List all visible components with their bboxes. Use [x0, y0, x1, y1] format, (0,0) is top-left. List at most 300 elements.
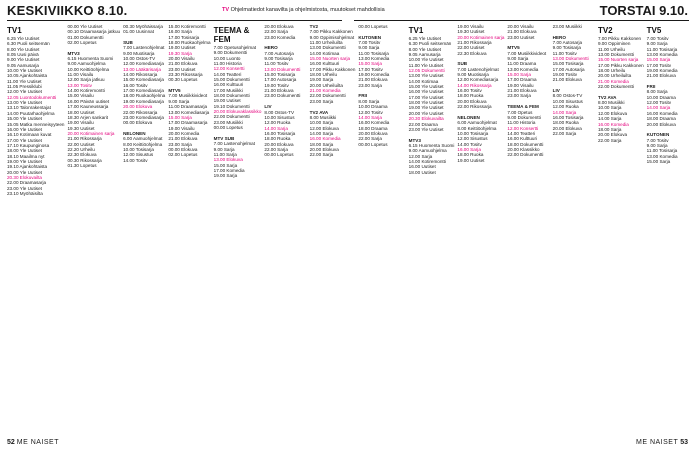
- schedule-column: [214, 24, 262, 432]
- program-entry: 14.00 Rikossarja: [457, 82, 492, 88]
- channel-subheading: SUB: [457, 61, 468, 67]
- program-entry: 7.00 Tositv: [646, 36, 669, 41]
- program-entry: 15.00 Tosisarja: [552, 61, 584, 67]
- program-entry: 6.15 Huomenta Suomi: [67, 56, 114, 62]
- channel-subheading: TEEMA & FEM: [507, 104, 539, 110]
- program-entry: 20.00 Urheiluilta: [309, 82, 343, 88]
- program-entry: 16.00 Tositv: [457, 88, 482, 94]
- program-entry: 17.10 Kaupunginosa: [7, 142, 50, 148]
- program-entry: 20.00 Elokuva: [457, 98, 487, 104]
- program-entry: 23.00 Musiikki: [213, 119, 243, 125]
- program-entry: 22.20 Urheilu: [67, 146, 95, 152]
- program-entry: 12.00 Konsertti: [213, 66, 245, 72]
- program-entry: 19.00 Tositv: [552, 72, 578, 78]
- schedule-column: [7, 24, 64, 432]
- program-entry: 11.00 Tosisarja: [646, 148, 678, 154]
- program-entry: 8.00 Musiikki: [597, 100, 625, 106]
- program-entry: 01.30 Lopetus: [67, 162, 97, 168]
- schedule-column: [67, 24, 120, 432]
- program-entry: 17.00 Komediasarja: [123, 88, 164, 94]
- program-entry: 10.00 Sarja: [597, 105, 622, 111]
- program-entry: 7.00 Musiikkivideot: [507, 50, 547, 56]
- program-entry: 7.00 Autosarja: [552, 40, 583, 46]
- program-entry: 22.00 Sarja: [597, 137, 622, 143]
- program-entry: 20.00 Visailu: [168, 56, 195, 62]
- program-entry: 19.00 Visailu: [67, 120, 94, 126]
- program-entry: 14.00 Sarja: [264, 125, 288, 131]
- program-entry: 14.00 Sarja: [552, 109, 577, 115]
- program-entry: 17.00 Tosisarja: [168, 34, 200, 40]
- program-entry: 00.00 Elokuva: [168, 146, 198, 152]
- program-entry: 8.00 Ostos-TV: [552, 93, 583, 99]
- program-entry: 22.00 Uutiset: [457, 45, 485, 51]
- program-entry: 15.00 Kotiremontti: [168, 24, 206, 29]
- program-entry: 20.00 Komedia: [168, 130, 200, 136]
- program-entry: 12.05 Luontodokumentti: [7, 94, 57, 100]
- program-entry: 7.00 Musiikkivideot: [168, 93, 208, 99]
- schedule-column: [409, 24, 455, 432]
- program-entry: 7.00 Tositv: [646, 137, 669, 143]
- program-entry: 13.00 Komedia: [646, 153, 678, 159]
- program-entry: 9.00 Oppiminen: [597, 41, 631, 47]
- program-entry: 16.00 Tosisarja: [264, 130, 296, 136]
- program-entry: 18.00 Sarja: [597, 126, 622, 132]
- program-entry: 22.30 Elokuva: [67, 152, 97, 158]
- program-entry: 20.00 Elokuva: [597, 132, 628, 138]
- program-entry: 20.00 Kotimainen sarja: [67, 130, 115, 136]
- program-entry: 11.00 Historia: [213, 61, 242, 67]
- program-entry: 21.00 Elokuva: [552, 77, 582, 83]
- schedule-column: [457, 24, 504, 432]
- program-entry: 18.00 Uutiset: [408, 169, 436, 175]
- program-entry: 11.00 Tositv: [552, 50, 577, 56]
- program-entry: 17.00 Autosarja: [264, 77, 297, 83]
- program-entry: 23.00 Komedia: [264, 34, 296, 40]
- program-entry: 19.10 Ajankohtaista: [7, 164, 48, 170]
- program-entry: 02.00 Lopetus: [168, 152, 198, 158]
- program-entry: 8.00 Sarja: [358, 98, 380, 104]
- program-entry: 7.00 Lastenohjelmat: [457, 66, 499, 72]
- program-entry: 14.00 Sarja: [646, 105, 671, 111]
- program-entry: 18.00 Draama: [646, 116, 676, 122]
- schedule-column: [264, 24, 306, 432]
- program-entry: 18.30 Arjen sankarit: [67, 114, 109, 120]
- program-entry: 11.00 Yle Uutiset: [7, 78, 42, 84]
- program-entry: 9.00 Sarja: [646, 142, 668, 148]
- program-entry: 18.00 Draama: [358, 125, 388, 131]
- program-entry: 15.00 Komediasarja: [123, 77, 164, 83]
- program-entry: 10.00 Sisustus: [264, 114, 295, 120]
- schedule-column: [647, 24, 689, 432]
- program-entry: 19.00 Tositv: [264, 82, 289, 88]
- program-entry: 16.00 Sarja: [168, 29, 192, 35]
- program-entry: 23.00 Yle Uutiset: [7, 185, 42, 191]
- program-entry: 16.10 Kotimaan kuvat: [7, 132, 52, 138]
- program-entry: 13.10 Talonrakentajat: [7, 105, 51, 111]
- program-entry: 00.00 Lopetus: [358, 141, 388, 147]
- program-entry: 22.00 Uutiset: [67, 141, 95, 147]
- program-entry: 15.00 Visailu: [67, 93, 94, 99]
- program-entry: 17.00 Draamasarja: [168, 120, 208, 126]
- program-entry: 13.00 Yle Uutiset: [7, 100, 42, 106]
- program-entry: 17.00 Tositv: [646, 62, 672, 68]
- program-entry: 9.00 Sarja: [507, 56, 529, 62]
- program-entry: 22.00 Sarja: [264, 146, 288, 152]
- program-entry: 17.00 Yle Uutiset: [7, 137, 42, 143]
- program-entry: 16.00 Sarja: [457, 146, 481, 152]
- program-entry: 19.00 Uutiset: [457, 157, 485, 163]
- program-entry: 19.30 Uutiset: [457, 29, 485, 35]
- program-entry: 15.00 Sarja: [168, 114, 192, 120]
- program-entry: 14.00 Tositv: [123, 157, 148, 163]
- schedule-column: [123, 24, 165, 432]
- program-entry: 19.00 Yle Uutiset: [408, 105, 444, 111]
- program-entry: 9.05 Aamusarja: [7, 62, 39, 68]
- program-entry: 9.05 Aamusarja: [408, 52, 441, 58]
- program-entry: 11.00 Tosisarja: [646, 46, 678, 52]
- program-entry: 00.30 Rikossarja: [67, 157, 102, 163]
- program-entry: 22.00 Sarja: [264, 29, 288, 35]
- program-entry: 21.00 Elokuva: [168, 61, 198, 67]
- program-entry: 17.00 Draama: [507, 77, 537, 83]
- program-entry: 14.00 Puutarhaohjelma: [7, 110, 55, 116]
- program-entry: 15.00 Dokumentti: [213, 77, 250, 83]
- program-entry: 17.00 Kauneussarja: [67, 104, 109, 110]
- program-entry: 7.00 Pikku Kakkonen: [309, 29, 353, 35]
- program-entry: 12.00 Tositv: [646, 100, 672, 106]
- program-entry: 20.00 Yle Uutiset: [7, 169, 42, 175]
- program-entry: 20.00 Yle Uutiset: [408, 110, 444, 116]
- program-entry: 18.00 Ruoka: [264, 136, 291, 142]
- right-header-rule: [354, 20, 689, 21]
- program-entry: 15.00 Nuorten sarja: [597, 57, 639, 63]
- program-entry: 15.00 Sarja: [213, 162, 238, 168]
- program-entry: 9.00 Aamuohjelma: [67, 61, 106, 67]
- program-entry: 14.00 Kotimaa: [408, 78, 439, 84]
- program-entry: 16.00 Yle Uutiset: [408, 89, 444, 95]
- schedule-column: [358, 24, 400, 432]
- program-entry: 22.00 Dokumentti: [597, 84, 634, 90]
- program-entry: 21.00 Komedia: [309, 88, 341, 94]
- program-entry: 14.00 Kotiremontti: [408, 158, 446, 164]
- program-entry: 12.00 Sarja: [408, 153, 433, 159]
- program-entry: 22.00 Rikossarja: [457, 104, 492, 110]
- program-entry: 19.00 Uutiset: [213, 98, 241, 104]
- channel-heading: TEEMA & FEM: [213, 26, 250, 44]
- program-entry: 11.00 Tosisarja: [358, 50, 389, 56]
- program-entry: 00.00 Elokuva: [123, 120, 153, 126]
- program-entry: 19.00 Komedia: [646, 68, 678, 74]
- program-entry: 16.00 Kulttuuri: [507, 136, 538, 142]
- program-entry: 8.00 Keittiöohjelma: [457, 125, 497, 131]
- program-entry: 6.30 Puoli seitsemän: [7, 41, 50, 47]
- program-entry: 20.30 Elokuvailta: [7, 174, 42, 180]
- program-entry: 20.00 Elokuva: [264, 141, 294, 147]
- program-entry: 21.00 Rikossarja: [67, 136, 102, 142]
- program-entry: 8.00 Sarja: [646, 89, 668, 95]
- program-entry: 8.05 Uusi päivä: [7, 52, 39, 58]
- program-entry: 14.00 Sarja: [309, 130, 334, 136]
- program-entry: 15.05 Matka menneisyyteen: [7, 121, 65, 127]
- program-entry: 13.00 Dokumentti: [309, 45, 346, 51]
- channel-subheading: KUTONEN: [358, 34, 382, 40]
- program-entry: 21.00 Elokuva: [264, 88, 294, 94]
- program-entry: 18.00 Yle Uutiset: [7, 148, 42, 154]
- program-entry: 10.00 Ostos-TV: [123, 56, 156, 62]
- program-entry: 13.00 Komediasarja: [168, 109, 210, 115]
- program-entry: 19.00 Komedia: [358, 72, 390, 78]
- program-entry: 18.00 Ruokaohjelma: [168, 40, 211, 46]
- schedule-column: [168, 24, 210, 432]
- program-entry: 7.00 Lastenohjelmat: [123, 45, 165, 51]
- program-entry: 14.00 Tositv: [457, 141, 482, 147]
- program-entry: 9.00 Aamuohjelma: [408, 148, 447, 154]
- program-entry: 20.00 Elokuva: [646, 121, 676, 127]
- program-entry: 11.00 Yle Uutiset: [408, 62, 444, 68]
- program-entry: 16.00 Yle Uutiset: [7, 126, 42, 132]
- program-entry: 15.00 Sarja: [358, 61, 382, 67]
- channel-subheading: HERO: [552, 34, 566, 40]
- program-entry: 18.00 Ruoka: [552, 120, 579, 126]
- header-notice: [222, 7, 385, 13]
- program-entry: 12.00 Sarja jatkuu: [67, 77, 105, 83]
- channel-subheading: TV2 AVA: [597, 94, 617, 100]
- program-entry: 14.00 Teatteri: [213, 71, 242, 77]
- channel-heading: TV1: [7, 26, 22, 35]
- program-entry: 17.00 Pikku Kakkonen: [597, 62, 644, 68]
- left-page-number: 52: [7, 439, 15, 446]
- program-entry: 9.00 Tosisarja: [552, 45, 581, 51]
- program-entry: 20.00 Elokuva: [123, 104, 153, 110]
- page-footer: [0, 434, 696, 450]
- program-entry: 20.30 Elokuvailta: [408, 116, 444, 122]
- program-entry: 10.00 Luonto: [213, 55, 241, 61]
- program-entry: 16.00 Uutiset: [408, 164, 436, 170]
- program-entry: 20.00 Elokuvaklassikko: [213, 109, 262, 115]
- program-entry: 14.00 Sarja: [597, 116, 622, 122]
- channel-subheading: MTV5: [507, 45, 520, 51]
- program-entry: 14.00 Rikossarja: [123, 72, 158, 78]
- program-entry: 16.00 Komedia: [646, 110, 678, 116]
- program-entry: 19.00 Visailu: [507, 82, 534, 88]
- program-entry: 00.30 Myöhäissarja: [123, 24, 163, 29]
- program-entry: 15.00 Yle Uutiset: [7, 116, 42, 122]
- program-entry: 6.30 Puoli seitsemän: [408, 41, 452, 47]
- channel-subheading: MTV3: [67, 50, 80, 56]
- schedule-column: [310, 24, 356, 432]
- program-entry: 9.00 Oppimisohjelmat: [309, 34, 355, 40]
- program-entry: 23.00 Dokumentti: [264, 93, 301, 99]
- program-entry: 17.00 Komedia: [213, 167, 245, 173]
- program-entry: 7.00 Pikku Kakkonen: [597, 36, 642, 41]
- program-entry: 11.05 Pressiklubi: [7, 84, 42, 90]
- program-entry: 23.00 Yle Uutiset: [408, 126, 444, 132]
- schedule-column: [553, 24, 595, 432]
- channel-subheading: FRII: [646, 84, 656, 90]
- program-entry: 17.00 Autosarja: [552, 66, 585, 72]
- program-entry: 20.00 Visailu: [507, 24, 534, 29]
- program-entry: 7.00 Opetusohjelmat: [213, 45, 257, 50]
- program-entry: 18.00 Dokumentti: [213, 93, 250, 99]
- program-entry: 16.00 Kulttuuri: [309, 61, 340, 67]
- right-folio: [636, 439, 688, 446]
- program-entry: 12.00 Konsertti: [507, 125, 539, 131]
- program-entry: 10.05 Ajankohtaista: [7, 73, 48, 79]
- program-entry: 10.00 Yle Uutiset: [408, 57, 444, 63]
- left-header-rule: [7, 20, 342, 21]
- program-entry: 20.00 Elokuva: [264, 24, 294, 29]
- program-entry: 21.00 Elokuva: [507, 29, 537, 35]
- program-entry: 15.00 Yle Uutiset: [408, 84, 444, 90]
- program-entry: 11.00 Tositv: [264, 61, 289, 67]
- program-entry: 11.00 Urheiluilta: [309, 40, 343, 46]
- program-entry: 9.00 Tosisarja: [264, 56, 293, 62]
- program-entry: 11.00 Urheilu: [597, 46, 625, 52]
- program-entry: 13.00 Komedia: [358, 56, 390, 62]
- program-entry: 22.00 Dokumentti: [507, 152, 544, 158]
- program-entry: 14.00 Sarja: [358, 114, 382, 120]
- program-entry: 13.00 Dokumentti: [552, 56, 589, 62]
- program-entry: 9.00 Sarja: [358, 45, 380, 51]
- program-entry: 10.00 Draama: [358, 104, 388, 110]
- channel-subheading: HERO: [264, 45, 278, 51]
- program-entry: 22.00 Dokumentti: [309, 93, 346, 99]
- channel-subheading: TV2: [309, 24, 319, 29]
- program-entry: 10.00 Tosisarja: [123, 146, 154, 152]
- program-entry: 22.30 Elokuva: [457, 50, 487, 56]
- program-entry: 10.00 Keittiöohjelma: [67, 66, 110, 72]
- program-entry: 23.00 Sarja: [507, 93, 531, 99]
- program-entry: 19.00 Sarja: [213, 173, 238, 179]
- channel-subheading: NELONEN: [123, 130, 146, 136]
- left-magazine-name: ME NAISET: [16, 439, 59, 446]
- program-entry: 22.00 Draama: [408, 121, 438, 127]
- program-entry: 10.00 Draama: [646, 94, 676, 100]
- program-entry: 22.00 Rikossarja: [123, 109, 158, 115]
- right-page-date: TORSTAI 9.10.: [599, 3, 688, 18]
- program-entry: 12.00 Komediasarja: [123, 61, 164, 67]
- program-entry: 6.00 Aamuohjelmat: [457, 120, 497, 126]
- program-entry: 6.00 Aamuohjelmat: [123, 136, 163, 142]
- program-entry: 16.00 Tosisarja: [552, 114, 584, 120]
- program-entry: 12.00 Yle Uutiset: [7, 89, 42, 95]
- program-entry: 18.00 Urheilu: [597, 68, 626, 74]
- program-entry: 8.00 Ostos-TV: [264, 109, 295, 115]
- program-entry: 12.00 Sisustus: [457, 136, 488, 142]
- program-entry: 11.00 Draama: [507, 61, 537, 67]
- program-entry: 22.00 Sarja: [552, 130, 577, 136]
- program-entry: 12.00 Tositv: [358, 109, 383, 115]
- program-entry: 15.00 Sarja: [507, 72, 531, 78]
- program-entry: 19.00 Komediasarja: [123, 98, 164, 104]
- program-entry: 10.00 Sarja: [309, 120, 334, 126]
- channel-subheading: SUB: [123, 40, 133, 46]
- channel-heading: TV1: [408, 26, 424, 35]
- program-entry: 7.00 Tositv: [358, 40, 381, 46]
- program-entry: 9.00 Dokumentti: [507, 114, 541, 120]
- program-entry: 7.00 Autosarja: [264, 50, 294, 56]
- program-entry: 9.00 Dokumentti: [213, 50, 248, 56]
- program-entry: 13.00 Lääkärisarja: [123, 66, 161, 72]
- program-entry: 12.00 Elokuva: [597, 110, 628, 116]
- program-entry: 16.00 Kulttuuri: [213, 82, 244, 88]
- channel-subheading: MTV3: [408, 137, 421, 143]
- program-entry: 9.00 Muotisarja: [457, 72, 489, 78]
- program-entry: 12.00 Komediasarja: [457, 77, 499, 83]
- program-entry: 21.00 Rikossarja: [457, 40, 492, 46]
- program-entry: 16.00 Komedia: [358, 120, 390, 126]
- program-entry: 13.00 Yle Uutiset: [408, 73, 444, 79]
- program-entry: 16.00 Tositv: [123, 82, 148, 88]
- program-entry: 22.00 Sarja: [309, 152, 334, 158]
- right-magazine-name: ME NAISET: [636, 439, 679, 446]
- program-entry: 18.00 Yle Uutiset: [408, 100, 444, 106]
- program-entry: 13.00 Komedia: [646, 52, 678, 58]
- program-entry: 19.00 Sarja: [309, 77, 334, 83]
- program-entry: 23.00 Sarja: [309, 98, 334, 104]
- notice-text: Ohjelmatiedot kanavilta ja ohjelmistosta, muutokset mahdollisia: [230, 7, 385, 13]
- program-entry: 21.00 Elokuva: [358, 77, 388, 83]
- program-entry: 19.00 Visailu: [457, 24, 484, 29]
- schedule-column: [598, 24, 644, 432]
- program-entry: 19.10 Dokumentti: [213, 103, 250, 109]
- program-entry: 01.00 Dokumentti: [67, 34, 104, 40]
- program-entry: 20.00 Elokuva: [309, 146, 339, 152]
- program-entry: 8.00 Yle Uutiset: [408, 46, 442, 52]
- program-entry: 00.10 Draamasarja jatkuu: [67, 29, 121, 35]
- program-entry: 00.00 Lopetus: [264, 152, 294, 158]
- channel-heading: TV2: [597, 26, 613, 35]
- program-entry: 23.00 Musiikki: [552, 24, 582, 29]
- program-entry: 00.00 Lopetus: [358, 24, 388, 29]
- program-entry: 12.00 Ruoka: [264, 120, 291, 126]
- program-entry: 00.30 Lopetus: [168, 77, 198, 83]
- program-entry: 11.00 Draamasarja: [168, 104, 208, 110]
- program-entry: 16.00 Päivän uutiset: [67, 98, 110, 104]
- program-entry: 13.00 Tositv: [67, 82, 92, 88]
- program-entry: 12.00 Sisustus: [123, 152, 154, 158]
- program-entry: 6.15 Huomenta Suomi: [408, 142, 455, 148]
- program-entry: 9.00 Sarja: [646, 41, 668, 47]
- program-entry: 10.00 Sisustus: [552, 98, 583, 104]
- channel-heading: TV5: [646, 26, 662, 35]
- program-entry: 13.00 Komedia: [507, 66, 539, 72]
- program-entry: 18.00 Ruoka: [457, 93, 484, 99]
- program-entry: 18.00 Uutiset: [67, 109, 95, 115]
- program-entry: 19.30 Uutiset: [67, 125, 95, 131]
- program-entry: 00.00 Lopetus: [213, 125, 243, 131]
- program-entry: 19.30 Sarja: [168, 50, 192, 56]
- program-entry: 23.10 Myöhäisilta: [7, 190, 43, 196]
- program-entry: 18.00 Urheilu: [309, 72, 337, 78]
- channel-subheading: MTV5: [168, 88, 181, 94]
- program-entry: 17.00 Musiikki: [213, 87, 243, 93]
- program-entry: 9.00 Sarja: [213, 146, 235, 152]
- program-entry: 17.00 Tositv: [358, 66, 383, 72]
- program-entry: 18.10 Maailma nyt: [7, 153, 45, 159]
- program-entry: 23.00 Sarja: [168, 141, 192, 147]
- program-entry: 19.00 Uutiset: [168, 45, 196, 51]
- program-entry: 12.00 Ruoka: [552, 104, 579, 110]
- channel-subheading: FRII: [358, 93, 368, 99]
- notice-tag: TV: [222, 7, 230, 13]
- program-entry: 19.00 Visailu: [168, 125, 195, 131]
- left-folio: [7, 439, 59, 446]
- program-entry: 18.00 Sarja: [309, 141, 334, 147]
- program-entry: 8.00 Musiikki: [309, 114, 337, 120]
- listing-columns: [7, 24, 689, 432]
- program-entry: 15.00 Nuorten sarja: [309, 56, 351, 62]
